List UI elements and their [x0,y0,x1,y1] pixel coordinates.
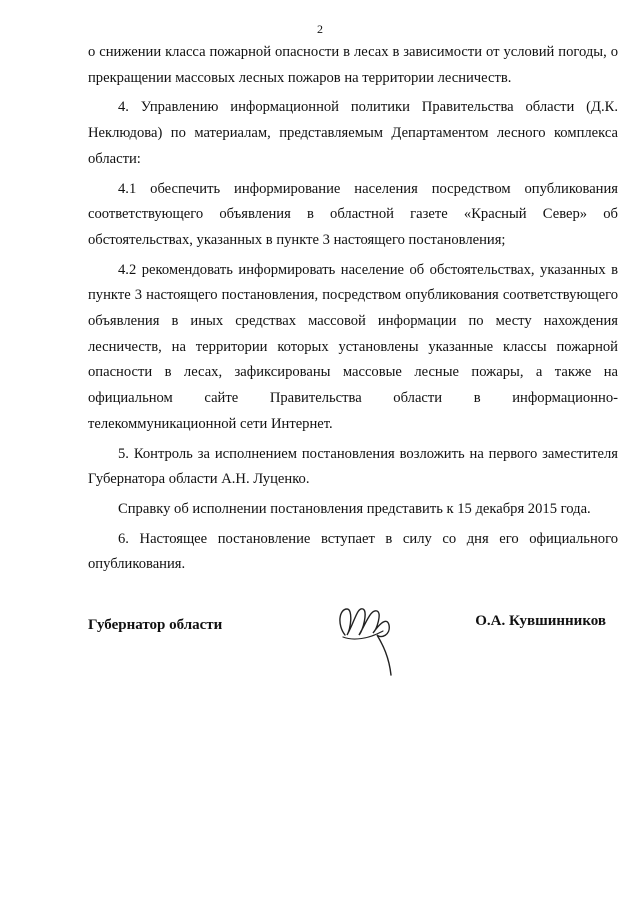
paragraph-item-4: 4. Управлению информационной политики Правительства области (Д.К. Неклюдова) по материалам, представляемым Департаментом лесного комплекса области: [88,99,618,167]
paragraph-item-6: 6. Настоящее постановление вступает в силу со дня его официального опубликования. [88,530,618,573]
paragraph-report-deadline: Справку об исполнении постановления представить к 15 декабря 2015 года. [118,500,591,517]
paragraph-continuation: о снижении класса пожарной опасности в лесах в зависимости от условий погоды, о прекращении массовых лесных пожаров на территории лесничеств. [88,44,618,86]
signature-block [88,595,618,685]
document-body [88,40,618,582]
paragraph-item-5: 5. Контроль за исполнением постановления возложить на первого заместителя Губернатора области А.Н. Луценко. [88,445,618,488]
page-number: 2 [317,22,323,36]
paragraph-item-4-1: 4.1 обеспечить информирование населения посредством опубликования соответствующего объявления в областной газете «Красный Север» об обстоятельствах, указанных в пункте 3 настоящего постановления; [88,180,618,248]
signatory-title: Губернатор области [88,617,223,633]
handwritten-signature [333,595,403,677]
paragraph-item-4-2: 4.2 рекомендовать информировать население об обстоятельствах, указанных в пункте 3 настоящего постановления, посредством опубликования соответствующего объявления в иных средствах массовой информации по месту нахождения лесничеств, на территории которых установлены указанные классы пожарной опасности в лесах, зафиксированы массовые лесные пожары, а также на официальном сайте Правительства области в информационно-телекоммуникационной сети Интернет. [88,261,618,432]
signatory-name: О.А. Кувшинников [475,613,606,629]
